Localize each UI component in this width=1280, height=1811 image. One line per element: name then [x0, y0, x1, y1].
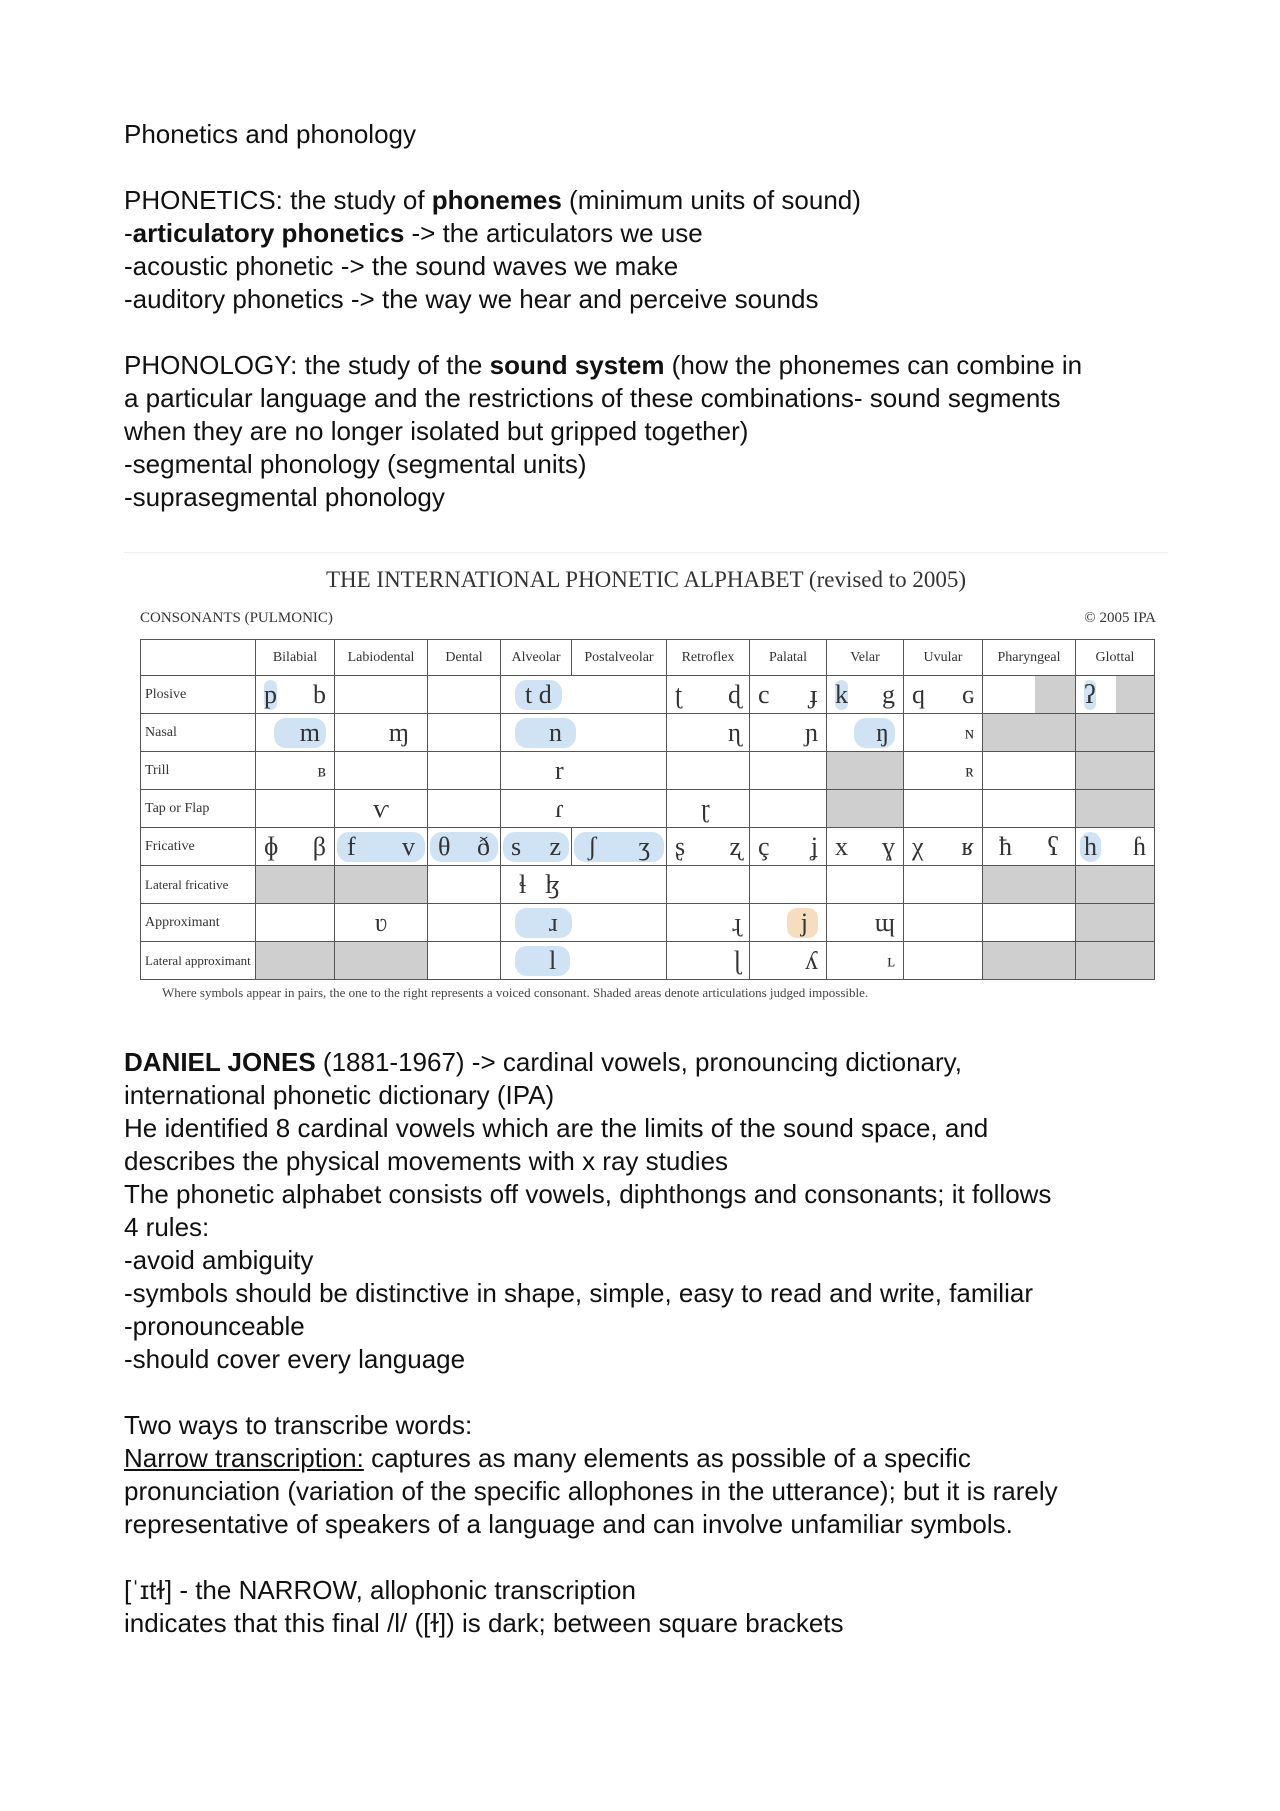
cell	[827, 790, 904, 828]
cell	[428, 866, 501, 904]
cell	[335, 676, 428, 714]
ipa-symbol: n	[515, 718, 576, 748]
rule-item: -pronounceable	[124, 1311, 305, 1341]
ipa-symbol: ɳ	[728, 717, 741, 747]
ipa-symbol: ɹ	[515, 908, 572, 938]
cell	[904, 942, 983, 980]
cell	[428, 714, 501, 752]
row-label-trill: Trill	[141, 752, 256, 790]
narrow-line-3: representative of speakers of a language and can involve unfamiliar symbols.	[124, 1509, 1013, 1539]
ipa-symbol: ʒ	[638, 831, 650, 861]
two-ways-heading: Two ways to transcribe words:	[124, 1410, 473, 1440]
ipa-header-row	[141, 640, 1155, 676]
ipa-symbol: ð	[477, 831, 490, 861]
cell	[256, 676, 335, 714]
cell	[904, 752, 983, 790]
cell	[335, 866, 428, 904]
ipa-symbol: ɸ	[264, 831, 279, 861]
cell	[335, 790, 428, 828]
ipa-symbol: χ	[912, 831, 924, 861]
ipa-symbol: h	[1080, 832, 1101, 862]
ipa-subtitle: CONSONANTS (PULMONIC)	[140, 610, 333, 626]
cell	[750, 828, 827, 866]
ipa-symbol: ɲ	[805, 717, 818, 747]
cell	[428, 904, 501, 942]
ipa-symbol: β	[312, 831, 326, 861]
acoustic-item: -acoustic phonetic -> the sound waves we make	[124, 251, 679, 281]
ipa-symbol: ç	[758, 831, 770, 861]
row-plosive	[141, 676, 1155, 714]
ipa-symbol-pair	[430, 832, 498, 862]
row-label-nasal: Nasal	[141, 714, 256, 752]
example-transcription: [ˈɪtɫ] - the NARROW, allophonic transcription	[124, 1575, 636, 1605]
ipa-symbol: t	[525, 679, 533, 709]
ipa-symbol: ʀ	[965, 760, 974, 780]
col-postalveolar: Postalveolar	[572, 640, 667, 676]
cell	[256, 904, 335, 942]
cell	[501, 904, 667, 942]
cell	[904, 676, 983, 714]
ipa-symbol: q	[912, 679, 925, 709]
row-lateral-fricative	[141, 866, 1155, 904]
cell	[983, 904, 1076, 942]
cell	[256, 942, 335, 980]
cell	[256, 714, 335, 752]
cell	[256, 828, 335, 866]
ipa-symbol: ɾ	[555, 793, 564, 823]
cell	[667, 714, 750, 752]
row-label-lateral-approximant: Lateral approximant	[141, 942, 256, 980]
ipa-symbol: ɬ	[519, 869, 527, 899]
cell	[904, 866, 983, 904]
col-velar: Velar	[827, 640, 904, 676]
ipa-symbol: ɦ	[1133, 831, 1146, 861]
cell	[335, 942, 428, 980]
cell	[1076, 904, 1155, 942]
cell	[667, 676, 750, 714]
ipa-symbol: ɣ	[882, 831, 895, 861]
cell	[335, 752, 428, 790]
cell	[904, 714, 983, 752]
cell	[983, 752, 1076, 790]
cell	[667, 790, 750, 828]
ipa-symbol: ʂ	[675, 831, 686, 861]
rule-item: -avoid ambiguity	[124, 1245, 314, 1275]
ipa-footnote: Where symbols appear in pairs, the one to the right represents a voiced consonant. Shaded areas denote articulations judged impossible.	[162, 985, 869, 1000]
ipa-symbol: j	[787, 908, 818, 938]
cell	[827, 714, 904, 752]
cell	[667, 904, 750, 942]
cell	[335, 714, 428, 752]
identified-line: He identified 8 cardinal vowels which are the limits of the sound space, and	[124, 1113, 989, 1143]
ipa-symbol: ɻ	[732, 907, 741, 937]
ipa-symbol: ɭ	[733, 945, 741, 975]
cell	[904, 828, 983, 866]
row-tap	[141, 790, 1155, 828]
ipa-symbol: l	[515, 946, 570, 976]
ipa-symbol-pair	[503, 832, 569, 862]
cell	[428, 828, 501, 866]
ipa-symbol: z	[549, 831, 561, 861]
ipa-symbol: c	[758, 679, 770, 709]
col-dental: Dental	[428, 640, 501, 676]
cell	[1076, 866, 1155, 904]
ipa-symbol: ʟ	[887, 950, 895, 970]
ipa-symbol: ɰ	[874, 907, 895, 937]
cell	[667, 828, 750, 866]
row-label-tap: Tap or Flap	[141, 790, 256, 828]
ipa-symbol: v	[402, 831, 415, 861]
col-uvular: Uvular	[904, 640, 983, 676]
ipa-symbol: ʎ	[805, 945, 818, 975]
ipa-symbol: m	[274, 718, 326, 748]
notes-bottom	[124, 1046, 1169, 1640]
phonology-line-2: a particular language and the restrictions of these combinations- sound segments	[124, 383, 1061, 413]
auditory-item: -auditory phonetics -> the way we hear and perceive sounds	[124, 284, 819, 314]
ipa-symbol: ɴ	[965, 722, 974, 742]
phonology-line-3: when they are no longer isolated but gripped together)	[124, 416, 749, 446]
ipa-symbol: ʙ	[317, 760, 326, 780]
cell	[256, 790, 335, 828]
row-label-fricative: Fricative	[141, 828, 256, 866]
cell	[428, 790, 501, 828]
ipa-corner	[141, 640, 256, 676]
ipa-symbol: ʕ	[1047, 831, 1059, 861]
cell	[428, 676, 501, 714]
cell	[501, 752, 667, 790]
cell	[501, 790, 667, 828]
cell	[983, 790, 1076, 828]
cell	[572, 828, 667, 866]
doc-title: Phonetics and phonology	[124, 119, 417, 149]
ipa-symbol: d	[538, 679, 552, 709]
ipa-symbol: θ	[438, 831, 451, 861]
ipa-symbol: ɟ	[809, 679, 818, 709]
col-bilabial: Bilabial	[256, 640, 335, 676]
ipa-symbol: ʐ	[729, 831, 741, 861]
ipa-symbol: ⱱ	[373, 793, 389, 823]
ipa-symbol: ʁ	[961, 831, 974, 861]
cell	[750, 904, 827, 942]
rule-item: -symbols should be distinctive in shape, simple, easy to read and write, familiar	[124, 1278, 1033, 1308]
col-labiodental: Labiodental	[335, 640, 428, 676]
cell	[827, 942, 904, 980]
col-retroflex: Retroflex	[667, 640, 750, 676]
cell	[256, 866, 335, 904]
phonology-definition: PHONOLOGY: the study of the sound system (how the phonemes can combine in	[124, 350, 1083, 380]
ipa-symbol: x	[835, 831, 848, 861]
row-fricative	[141, 828, 1155, 866]
ipa-title: THE INTERNATIONAL PHONETIC ALPHABET (revised to 2005)	[325, 567, 967, 592]
row-label-lateral-fricative: Lateral fricative	[141, 866, 256, 904]
cell	[750, 866, 827, 904]
ipa-symbol-pair	[337, 832, 425, 862]
cell	[501, 828, 572, 866]
col-pharyngeal: Pharyngeal	[983, 640, 1076, 676]
row-lateral-approximant	[141, 942, 1155, 980]
col-glottal: Glottal	[1076, 640, 1155, 676]
cell	[667, 866, 750, 904]
row-label-approximant: Approximant	[141, 904, 256, 942]
ipa-chart-image	[124, 552, 1168, 1009]
narrow-line-2: pronunciation (variation of the specific allophones in the utterance); but it is rarely	[124, 1476, 1058, 1506]
ipa-symbol: ʝ	[810, 831, 818, 861]
cell	[750, 714, 827, 752]
ipa-symbol: ŋ	[854, 718, 895, 748]
cell	[335, 828, 428, 866]
cell	[750, 752, 827, 790]
ipa-symbol: s	[511, 831, 522, 861]
ipa-symbol: r	[555, 755, 564, 785]
cell	[827, 752, 904, 790]
row-trill	[141, 752, 1155, 790]
cell	[827, 676, 904, 714]
cell	[827, 904, 904, 942]
cell	[750, 942, 827, 980]
cell	[1076, 752, 1155, 790]
ipa-symbol: ʃ	[588, 831, 597, 861]
cell	[904, 790, 983, 828]
col-alveolar: Alveolar	[501, 640, 572, 676]
ipa-symbol: ɱ	[388, 717, 409, 747]
cell	[1076, 790, 1155, 828]
cell	[256, 752, 335, 790]
cell	[983, 942, 1076, 980]
narrow-transcription-line: Narrow transcription: captures as many elements as possible of a specific	[124, 1443, 971, 1473]
ipa-symbol: k	[835, 679, 848, 709]
cell	[1076, 714, 1155, 752]
ipa-symbol: b	[313, 679, 326, 709]
ipa-symbol: ɢ	[962, 679, 974, 709]
row-approximant	[141, 904, 1155, 942]
daniel-jones-line: DANIEL JONES (1881-1967) -> cardinal vowels, pronouncing dictionary,	[124, 1047, 962, 1077]
ipa-symbol: f	[347, 831, 356, 861]
col-palatal: Palatal	[750, 640, 827, 676]
alphabet-line-2: 4 rules:	[124, 1212, 210, 1242]
cell	[904, 904, 983, 942]
cell	[501, 942, 667, 980]
cell	[501, 714, 667, 752]
ipa-copyright: © 2005 IPA	[1084, 610, 1156, 626]
daniel-jones-line-2: international phonetic dictionary (IPA)	[124, 1080, 555, 1110]
segmental-item: -segmental phonology (segmental units)	[124, 449, 587, 479]
ipa-symbol: ɮ	[545, 869, 561, 899]
notes-top	[124, 118, 1169, 514]
ipa-symbol-pair	[515, 680, 562, 710]
cell	[428, 942, 501, 980]
row-nasal	[141, 714, 1155, 752]
ipa-symbol: ɖ	[728, 679, 741, 709]
cell	[1076, 828, 1155, 866]
cell	[983, 714, 1076, 752]
articulatory-item: -articulatory phonetics -> the articulators we use	[124, 218, 703, 248]
row-label-plosive: Plosive	[141, 676, 256, 714]
cell	[1076, 676, 1155, 714]
suprasegmental-item: -suprasegmental phonology	[124, 482, 445, 512]
cell	[983, 676, 1076, 714]
cell	[428, 752, 501, 790]
cell	[827, 828, 904, 866]
ipa-symbol: ħ	[999, 831, 1012, 861]
cell	[750, 790, 827, 828]
cell	[501, 676, 667, 714]
ipa-symbol-pair	[574, 832, 664, 862]
cell	[750, 676, 827, 714]
ipa-symbol: ʔ	[1084, 679, 1096, 709]
ipa-symbol: ɽ	[701, 793, 710, 823]
cell	[667, 942, 750, 980]
rule-item: -should cover every language	[124, 1344, 466, 1374]
ipa-consonant-table	[140, 639, 1155, 980]
identified-line-2: describes the physical movements with x ray studies	[124, 1146, 729, 1176]
cell	[335, 904, 428, 942]
cell	[501, 866, 667, 904]
ipa-symbol: ʋ	[374, 907, 388, 937]
cell	[667, 752, 750, 790]
ipa-symbol: ʈ	[675, 679, 683, 709]
cell	[827, 866, 904, 904]
cell	[983, 866, 1076, 904]
example-explanation: indicates that this final /l/ ([ɫ]) is dark; between square brackets	[124, 1608, 844, 1638]
phonetics-definition: PHONETICS: the study of phonemes (minimum units of sound)	[124, 185, 861, 215]
ipa-symbol: p	[264, 679, 277, 709]
alphabet-line: The phonetic alphabet consists off vowels, diphthongs and consonants; it follows	[124, 1179, 1052, 1209]
cell	[1076, 942, 1155, 980]
ipa-symbol: g	[882, 679, 895, 709]
cell	[983, 828, 1076, 866]
